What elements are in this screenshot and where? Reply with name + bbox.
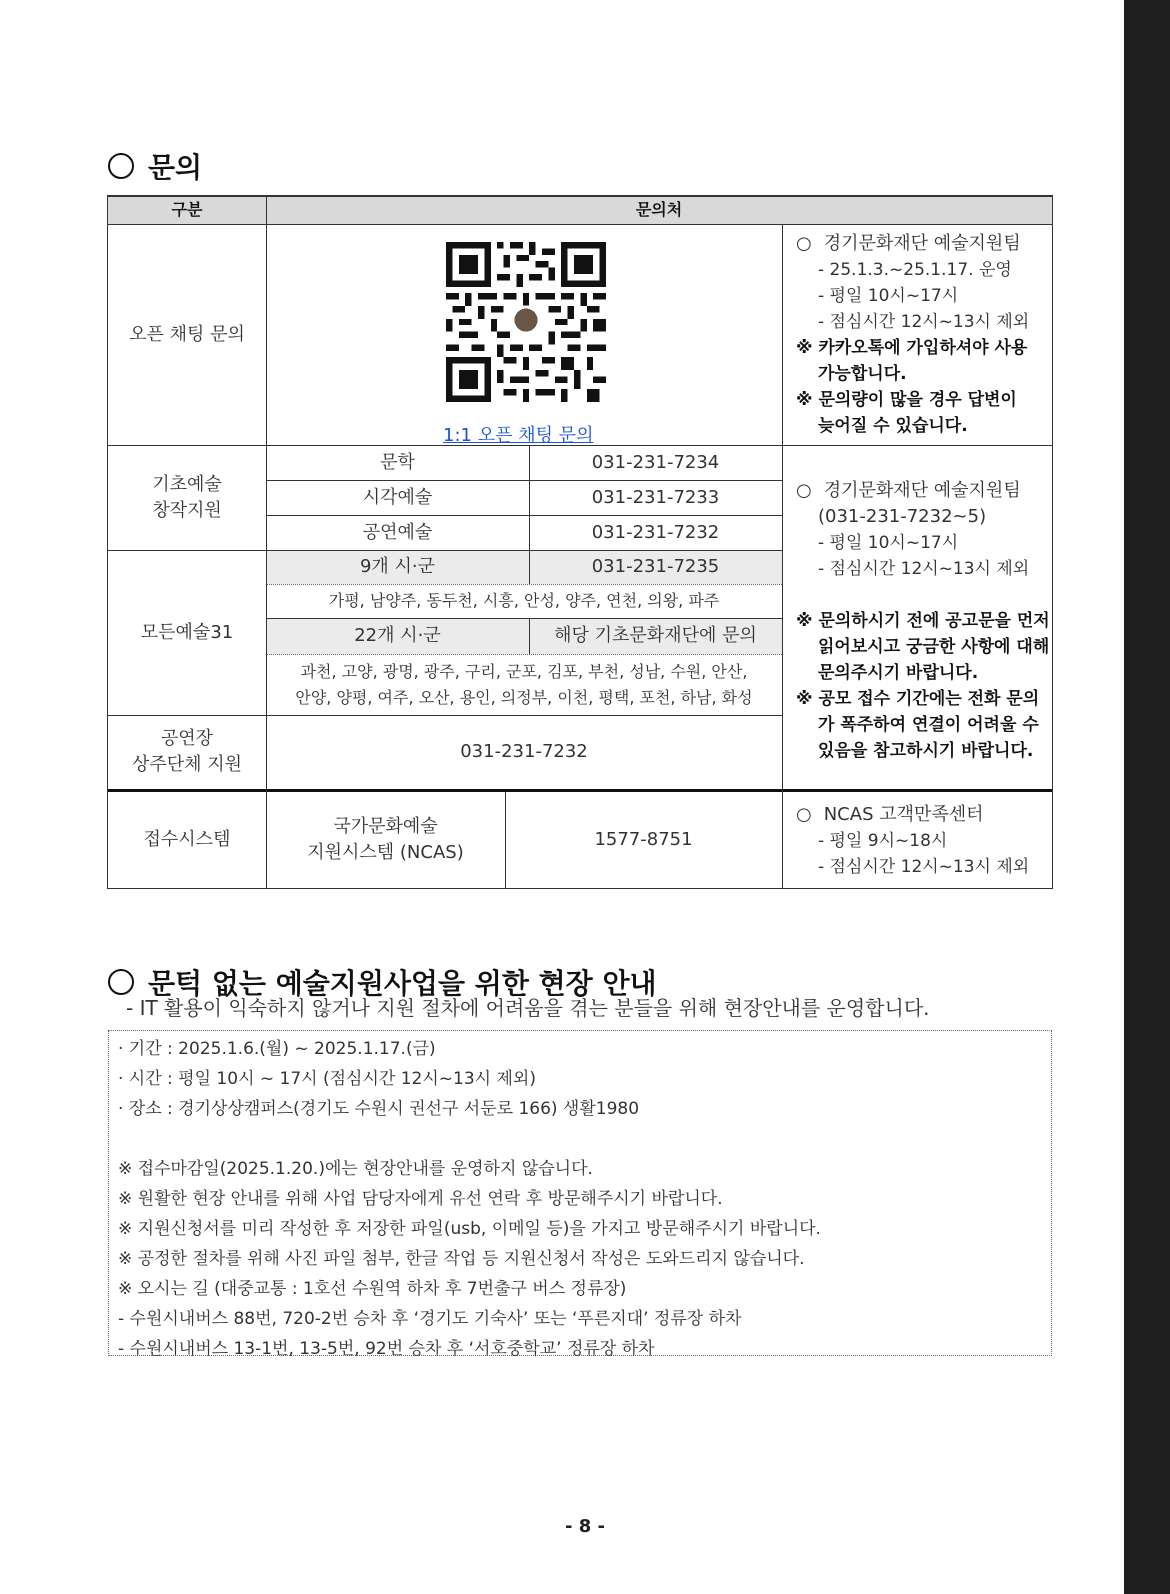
field-22-cities: 22개 시·군 <box>354 625 441 646</box>
phone-visual-arts: 031-231-7233 <box>591 486 720 508</box>
list-22-cities: 과천, 고양, 광명, 광주, 구리, 군포, 김포, 부천, 성남, 수원, 안산, 안양, 양평, 여주, 오산, 용인, 의정부, 이천, 평택, 포천, 하남, 화성 <box>295 661 753 707</box>
note-fairness: ※ 공정한 절차를 위해 사진 파일 첨부, 한글 작업 등 지원신청서 작성은 도와드리지 않습니다. <box>118 1249 805 1269</box>
basic-arts-label: 기초예술 창작지원 <box>152 473 222 521</box>
open-chat-info: ○ 경기문화재단 예술지원팀 - 25.1.3.~25.1.17. 운영 - 평일 10시~17시 - 점심시간 12시~13시 제외 ※ 카카오톡에 가입하셔야 사용 가능합니다. ※ 문의량이 많을 경우 답변이 늦어질 수 있습니다. <box>796 233 1030 436</box>
system-phone: 1577-8751 <box>594 829 693 850</box>
onsite-guide-intro: - IT 활용이 익숙하지 않거나 지원 절차에 어려움을 겪는 분들을 위해 현장안내를 운영합니다. <box>126 996 930 1020</box>
header-contact: 문의처 <box>635 200 683 219</box>
system-info: ○ NCAS 고객만족센터 - 평일 9시~18시 - 점심시간 12시~13시 제외 <box>796 804 1030 877</box>
field-visual-arts: 시각예술 <box>362 486 433 508</box>
contact-22-cities: 해당 기초문화재단에 문의 <box>554 625 757 646</box>
field-literature: 문학 <box>380 451 415 473</box>
note-deadline: ※ 접수마감일(2025.1.20.)에는 현장안내를 운영하지 않습니다. <box>118 1159 593 1179</box>
team-info: ○ 경기문화재단 예술지원팀 (031-231-7232~5) - 평일 10시~17시 - 점심시간 12시~13시 제외 ※ 문의하시기 전에 공고문을 먼저 읽어보시고 궁금한 사항에 대해 문의주시기 바랍니다. ※ 공모 접수 기간에는 전화 문의 가 폭주하여 연결이 어려울 수 있음을 참고하시기 바랍니다. <box>796 480 1050 761</box>
system-name: 국가문화예술 지원시스템 (NCAS) <box>307 816 464 863</box>
system-label: 접수시스템 <box>143 829 231 850</box>
field-performing-arts: 공연예술 <box>362 521 433 543</box>
header-category: 구분 <box>171 200 203 219</box>
note-contact: ※ 원활한 현장 안내를 위해 사업 담당자에게 유선 연락 후 방문해주시기 바랍니다. <box>118 1189 723 1209</box>
section-title-inquiry: 문의 <box>108 146 202 186</box>
qr-code-icon[interactable] <box>446 242 606 402</box>
phone-9-cities: 031-231-7235 <box>591 556 720 577</box>
field-9-cities: 9개 시·군 <box>359 556 436 577</box>
list-9-cities: 가평, 남양주, 동두천, 시흥, 안성, 양주, 연천, 의왕, 파주 <box>328 591 720 610</box>
note-bus-2: - 수원시내버스 13-1번, 13-5번, 92번 승차 후 ‘서호중학교’ 정류장 하차 <box>118 1339 655 1359</box>
open-chat-link[interactable]: 1:1 오픈 채팅 문의 <box>443 425 594 446</box>
viewer-side-bar <box>1124 0 1170 1594</box>
detail-time: · 시간 : 평일 10시 ~ 17시 (점심시간 12시~13시 제외) <box>118 1069 536 1089</box>
open-chat-label: 오픈 채팅 문의 <box>129 323 245 345</box>
page-number: - 8 - <box>565 1516 605 1537</box>
detail-period: · 기간 : 2025.1.6.(월) ~ 2025.1.17.(금) <box>118 1039 436 1059</box>
circle-bullet-icon <box>108 153 134 179</box>
phone-performing-arts: 031-231-7232 <box>591 521 720 543</box>
phone-literature: 031-231-7234 <box>591 451 720 473</box>
venue-phone: 031-231-7232 <box>460 741 588 762</box>
section-title-onsite-guide: 문턱 없는 예술지원사업을 위한 현장 안내 <box>108 962 657 1002</box>
note-bus-1: - 수원시내버스 88번, 720-2번 승차 후 ‘경기도 기숙사’ 또는 ‘푸른지대’ 정류장 하차 <box>118 1309 742 1329</box>
venue-label: 공연장 상주단체 지원 <box>131 728 243 775</box>
note-prepare: ※ 지원신청서를 미리 작성한 후 저장한 파일(usb, 이메일 등)을 가지고 방문해주시기 바랍니다. <box>118 1219 821 1239</box>
detail-place: · 장소 : 경기상상캠퍼스(경기도 수원시 권선구 서둔로 166) 생활1980 <box>118 1099 640 1119</box>
all-arts-label: 모든예술31 <box>140 621 234 643</box>
note-directions: ※ 오시는 길 (대중교통 : 1호선 수원역 하차 후 7번출구 버스 정류장) <box>118 1279 627 1299</box>
